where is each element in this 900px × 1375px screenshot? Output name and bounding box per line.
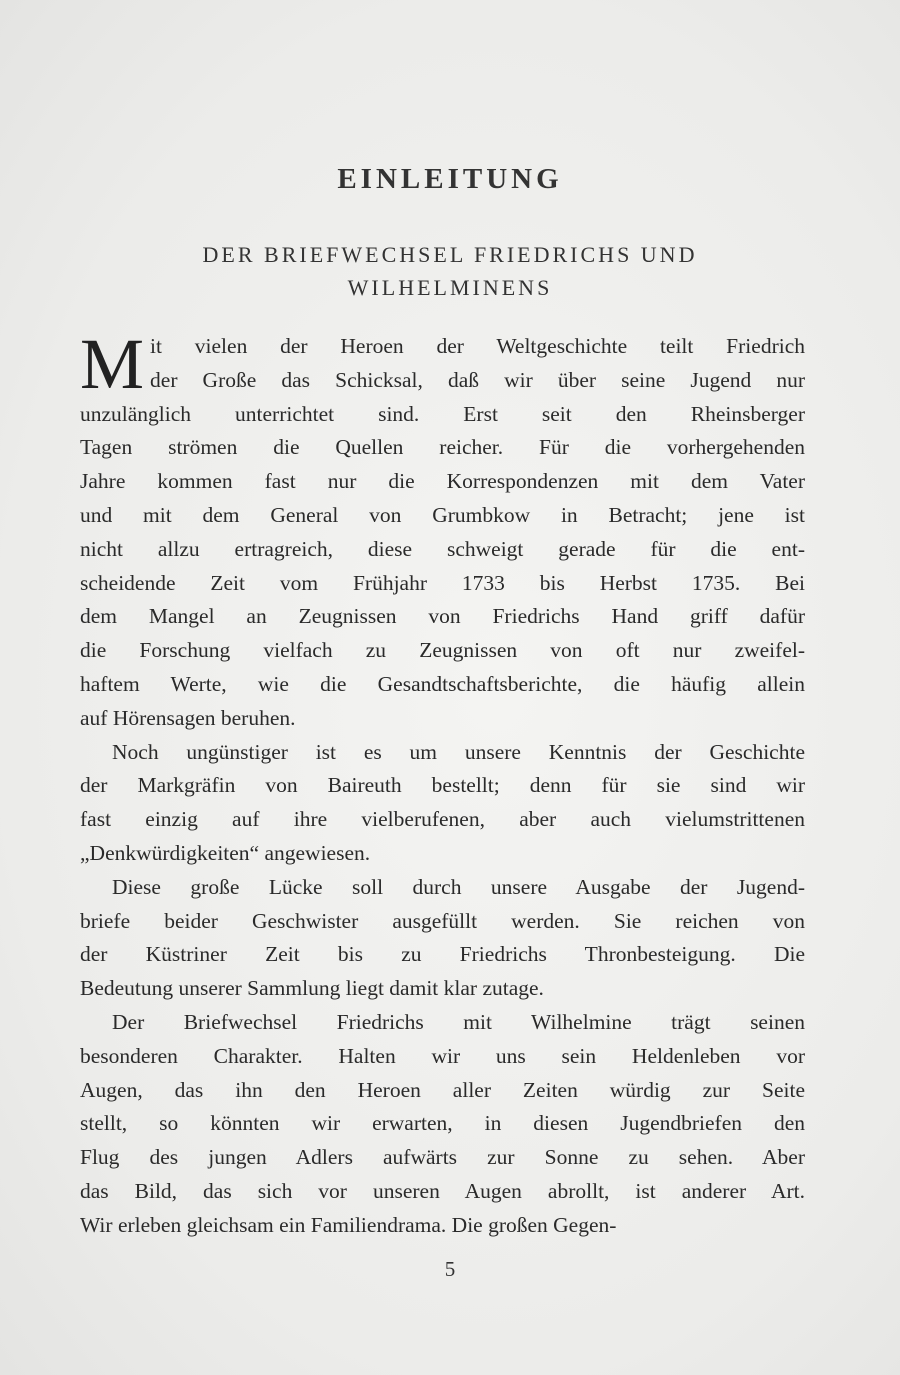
text-line: unzulänglich unterrichtet sind. Erst seit den Rheinsberger (80, 401, 805, 426)
paragraph (80, 1006, 805, 1243)
text-line: die Forschung vielfach zu Zeugnissen von oft nur zweifel- (80, 638, 805, 663)
paragraph (80, 736, 805, 871)
text-line: „Denkwürdigkeiten“ angewiesen. (80, 840, 371, 865)
text-line: das Bild, das sich vor unseren Augen abrollt, ist anderer Art. (80, 1178, 805, 1203)
text-line: fast einzig auf ihre vielberufenen, aber auch vielumstrittenen (80, 807, 805, 832)
text-line: der Küstriner Zeit bis zu Friedrichs Thronbesteigung. Die (80, 942, 805, 967)
text-line: Tagen strömen die Quellen reicher. Für die vorhergehenden (80, 435, 805, 460)
text-line: stellt, so könnten wir erwarten, in diesen Jugendbriefen den (80, 1111, 805, 1136)
text-line: Augen, das ihn den Heroen aller Zeiten würdig zur Seite (80, 1077, 805, 1102)
subtitle-line-1: DER BRIEFWECHSEL FRIEDRICHS UND (202, 242, 698, 267)
text-line: scheidende Zeit vom Frühjahr 1733 bis Herbst 1735. Bei (80, 570, 805, 595)
text-line: Wir erleben gleichsam ein Familiendrama. Die großen Gegen- (80, 1212, 617, 1237)
text-line: nicht allzu ertragreich, diese schweigt gerade für die ent- (80, 536, 805, 561)
text-line: Bedeutung unserer Sammlung liegt damit klar zutage. (80, 976, 544, 1001)
subtitle-line-2: WILHELMINENS (347, 275, 553, 300)
text-line: Jahre kommen fast nur die Korrespondenzen mit dem Vater (80, 469, 805, 494)
text-line: it vielen der Heroen der Weltgeschichte teilt Friedrich (150, 334, 805, 358)
body-text (80, 324, 805, 1243)
text-line: Der Briefwechsel Friedrichs mit Wilhelmine trägt seinen (112, 1009, 805, 1034)
text-line: Flug des jungen Adlers aufwärts zur Sonne zu sehen. Aber (80, 1145, 805, 1170)
text-line: Noch ungünstiger ist es um unsere Kenntnis der Geschichte (112, 739, 805, 764)
text-line: auf Hörensagen beruhen. (80, 705, 296, 730)
text-line: dem Mangel an Zeugnissen von Friedrichs Hand griff dafür (80, 604, 805, 629)
text-line: briefe beider Geschwister ausgefüllt werden. Sie reichen von (80, 908, 805, 933)
text-line: der Große das Schicksal, daß wir über seine Jugend nur (150, 367, 805, 392)
text-line: Diese große Lücke soll durch unsere Ausgabe der Jugend- (112, 874, 805, 899)
paragraph (80, 324, 805, 736)
text-line: haftem Werte, wie die Gesandtschaftsberichte, die häufig allein (80, 671, 805, 696)
chapter-title: EINLEITUNG (337, 163, 563, 195)
paragraph (80, 871, 805, 1006)
drop-cap: M (80, 324, 145, 404)
page-number: 5 (444, 1257, 456, 1281)
text-line: und mit dem General von Grumbkow in Betracht; jene ist (80, 502, 805, 527)
chapter-subtitle (0, 238, 900, 304)
text-line: der Markgräfin von Baireuth bestellt; denn für sie sind wir (80, 773, 805, 798)
text-line: besonderen Charakter. Halten wir uns sein Heldenleben vor (80, 1043, 805, 1068)
